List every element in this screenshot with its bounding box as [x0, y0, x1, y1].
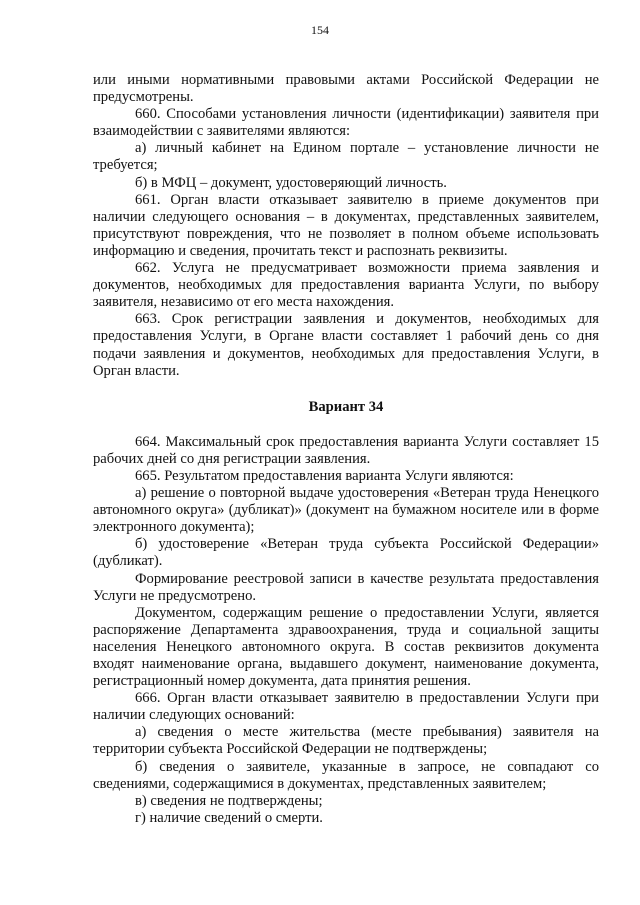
- paragraph: г) наличие сведений о смерти.: [135, 809, 323, 826]
- paragraph: б) удостоверение «Ветеран труда субъекта Российской Федерации» (дубликат).: [93, 536, 599, 570]
- paragraph: а) личный кабинет на Едином портале – установление личности не требуется;: [93, 140, 599, 174]
- paragraph: 662. Услуга не предусматривает возможности приема заявления и документов, необходимых для предоставления варианта Услуги, по выбору заявителя, независимо от его места нахождения.: [93, 260, 599, 311]
- paragraph: 660. Способами установления личности (идентификации) заявителя при взаимодействии с заявителями являются:: [93, 106, 599, 140]
- paragraph: а) решение о повторной выдаче удостоверения «Ветеран труда Ненецкого автономного округа» (дубликат)» (документ на бумажном носителе или в форме электронного документа);: [93, 485, 599, 536]
- section-heading: Вариант 34: [308, 398, 384, 415]
- page-number: 154: [311, 23, 329, 37]
- document-body: [93, 72, 599, 827]
- paragraph: б) в МФЦ – документ, удостоверяющий личность.: [135, 174, 447, 191]
- paragraph: 663. Срок регистрации заявления и документов, необходимых для предоставления Услуги, в Органе власти составляет 1 рабочий день со дня подачи заявления и документов, необходимых для предоставления Услуги, в Орган власти.: [93, 311, 599, 379]
- paragraph: а) сведения о месте жительства (месте пребывания) заявителя на территории субъекта Российской Федерации не подтверждены;: [93, 724, 599, 758]
- paragraph: или иными нормативными правовыми актами Российской Федерации не предусмотрены.: [93, 72, 599, 106]
- paragraph: Формирование реестровой записи в качестве результата предоставления Услуги не предусмотрено.: [93, 570, 599, 604]
- paragraph: 664. Максимальный срок предоставления варианта Услуги составляет 15 рабочих дней со дня регистрации заявления.: [93, 433, 599, 467]
- paragraphs-after: [93, 434, 599, 827]
- paragraph: в) сведения не подтверждены;: [135, 792, 323, 809]
- paragraph: Документом, содержащим решение о предоставлении Услуги, является распоряжение Департамента здравоохранения, труда и социальной защиты населения Ненецкого автономного округа. В состав реквизитов документа входят наименование органа, выдавшего документ, наименование документа, регистрационный номер документа, дата принятия решения.: [93, 604, 599, 690]
- paragraph: 666. Орган власти отказывает заявителю в предоставлении Услуги при наличии следующих оснований:: [93, 690, 599, 724]
- paragraph: 661. Орган власти отказывает заявителю в приеме документов при наличии следующего основания – в документах, представленных заявителем, присутствуют повреждения, что не позволяет в полном объеме использовать информацию и сведения, прочитать текст и распознать реквизиты.: [93, 191, 599, 259]
- paragraphs-before: [93, 72, 599, 380]
- paragraph: б) сведения о заявителе, указанные в запросе, не совпадают со сведениями, содержащимися в документах, представленных заявителем;: [93, 758, 599, 792]
- paragraph: 665. Результатом предоставления варианта Услуги являются:: [135, 467, 514, 484]
